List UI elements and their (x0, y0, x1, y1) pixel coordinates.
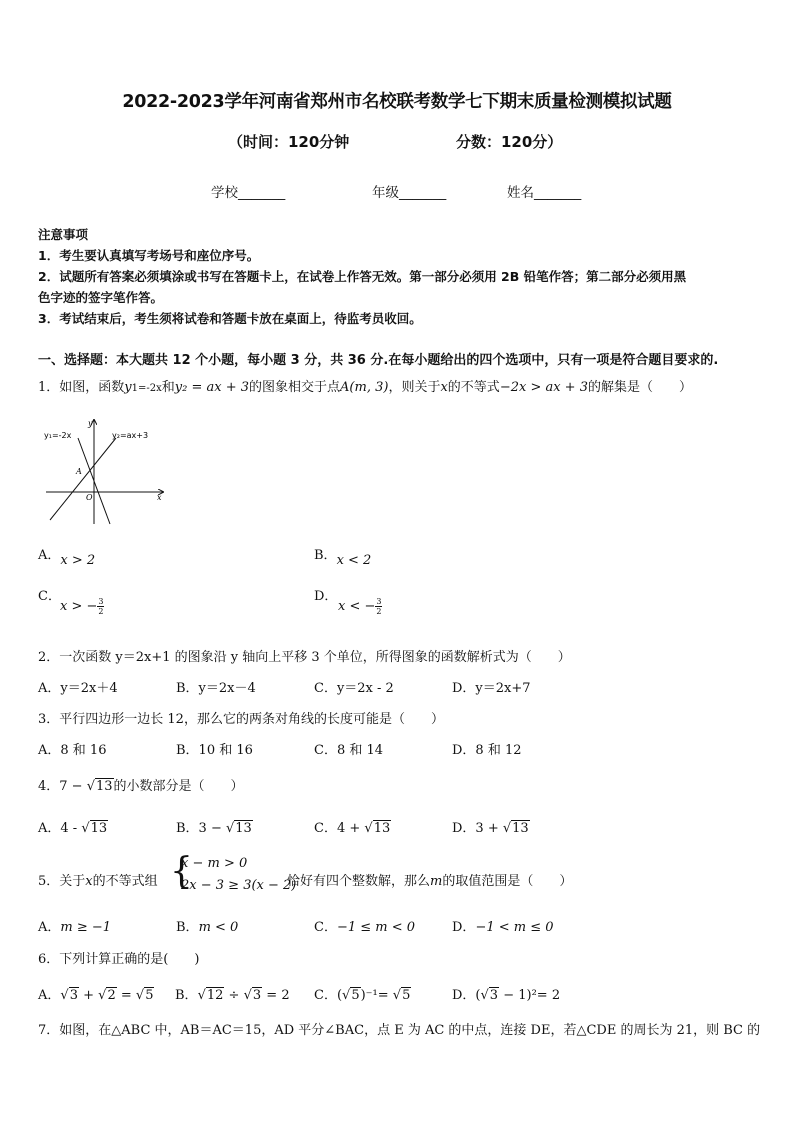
q2-option-b[interactable]: B．y＝2x－4 (176, 681, 256, 696)
q1-option-c-expr: x > − $\frac{3}{2}$ (60, 597, 104, 616)
note-2b: 色字迹的签字笔作答。 (38, 290, 164, 305)
q3-option-b[interactable]: B．10 和 16 (176, 743, 253, 758)
q1-option-b[interactable]: B．x < 2 (314, 548, 372, 568)
question-2-stem: 2．一次函数 y＝2x+1 的图象沿 y 轴向上平移 3 个单位，所得图象的函数解析式为（ ） (38, 650, 571, 665)
question-7-stem: 7．如图，在△ABC 中，AB＝AC＝15，AD 平分∠BAC，点 E 为 AC 的中点，连接 DE，若△CDE 的周长为 21，则 BC 的 (38, 1023, 761, 1038)
question-3-stem: 3．平行四边形一边长 12，那么它的两条对角线的长度可能是（ ） (38, 712, 444, 727)
label-y2: y₂=ax+3 (112, 431, 149, 440)
question-4-stem: 4．7 − √13的小数部分是（ ） (38, 779, 244, 794)
q5-option-b[interactable]: B．m < 0 (176, 920, 239, 935)
q2-option-a[interactable]: A．y＝2x＋4 (38, 681, 118, 696)
question-5-stem-a: 5．关于x的不等式组 (38, 874, 158, 889)
question-6-stem: 6．下列计算正确的是( ) (38, 952, 200, 967)
q1-option-a[interactable]: A．x > 2 (38, 548, 96, 568)
q5-option-a[interactable]: A．m ≥ −1 (38, 920, 112, 935)
system-line-1: x − m > 0 (181, 856, 248, 871)
sqrt-sign: √ (86, 779, 95, 794)
q6-option-c[interactable]: C．(√5)⁻¹= √5 (314, 988, 411, 1003)
q6-option-d[interactable]: D．(√3 − 1)²= 2 (452, 988, 561, 1003)
q5-option-c[interactable]: C．−1 ≤ m < 0 (314, 920, 416, 935)
q3-option-a[interactable]: A．8 和 16 (38, 743, 107, 758)
page-title: 2022-2023学年河南省郑州市名校联考数学七下期末质量检测模拟试题 (122, 92, 672, 112)
label-origin: O (86, 493, 93, 502)
q5-option-d[interactable]: D．−1 < m ≤ 0 (452, 920, 554, 935)
q6-option-b[interactable]: B．√12 ÷ √3 = 2 (175, 988, 290, 1003)
label-x-axis: x (157, 493, 162, 502)
name-field[interactable]: 姓名_______ (507, 185, 582, 201)
label-y1: y₁=-2x (44, 431, 72, 440)
note-1: 1．考生要认真填写考场号和座位序号。 (38, 248, 260, 263)
q4-option-a[interactable]: A．4 - √13 (38, 821, 108, 836)
score-label: 分数：120分） (456, 133, 563, 151)
q2-option-d[interactable]: D．y＝2x+7 (452, 681, 531, 696)
label-point-a: A (76, 467, 82, 476)
note-3: 3．考试结束后，考生须将试卷和答题卡放在桌面上，待监考员收回。 (38, 311, 422, 326)
question-5-stem-b: 恰好有四个整数解，那么m的取值范围是（ ） (287, 874, 573, 889)
q4-option-b[interactable]: B．3 − √13 (176, 821, 252, 836)
notes-heading: 注意事项 (38, 227, 89, 242)
q1-option-c[interactable]: C． (38, 589, 61, 604)
q3-option-c[interactable]: C．8 和 14 (314, 743, 384, 758)
q3-option-d[interactable]: D．8 和 12 (452, 743, 522, 758)
section-heading: 一、选择题：本大题共 12 个小题，每小题 3 分，共 36 分.在每小题给出的四个选项中，只有一项是符合题目要求的. (38, 353, 719, 368)
school-field[interactable]: 学校_______ (211, 185, 286, 201)
q1-option-d[interactable]: D． (314, 589, 338, 604)
q2-option-c[interactable]: C．y＝2x - 2 (314, 681, 394, 696)
system-line-2: 2x − 3 ≥ 3(x − 2) (181, 878, 297, 893)
label-y-axis: y (88, 419, 93, 428)
question-1-graph (38, 412, 168, 530)
q4-option-d[interactable]: D．3 + √13 (452, 821, 529, 836)
time-label: （时间：120分钟 (228, 133, 350, 151)
q6-option-a[interactable]: A．√3 + √2 = √5 (38, 988, 154, 1003)
system-brace: { (170, 851, 193, 892)
q4-option-c[interactable]: C．4 + √13 (314, 821, 391, 836)
grade-field[interactable]: 年级_______ (372, 185, 447, 201)
q1-option-d-expr: x < − $\frac{3}{2}$ (338, 597, 382, 616)
note-2a: 2．试题所有答案必须填涂或书写在答题卡上，在试卷上作答无效。第一部分必须用 2B 铅笔作答；第二部分必须用黑 (38, 269, 687, 284)
question-1-stem: 1．如图，函数y1=-2x和y₂ = ax + 3的图象相交于点A(m, 3)，则关于x的不等式−2x > ax + 3的解集是（ ） (38, 380, 692, 395)
